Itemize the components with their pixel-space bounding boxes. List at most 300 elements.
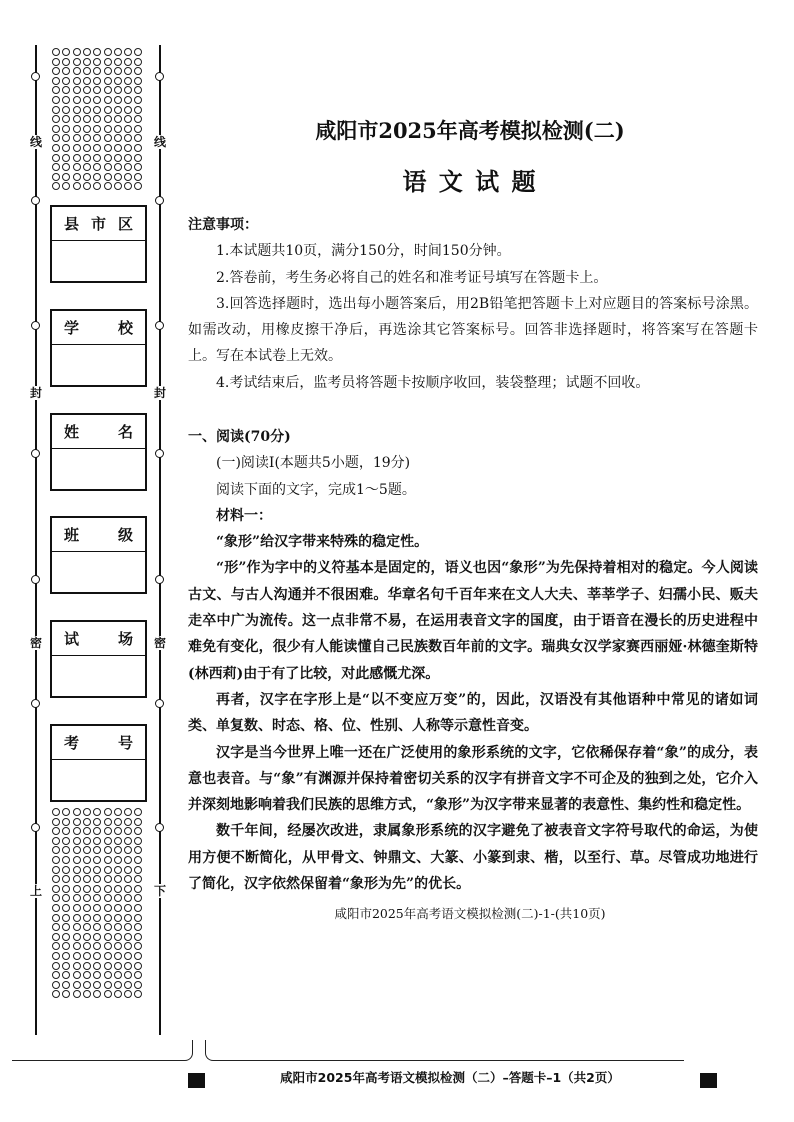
answer-bubble[interactable] <box>124 106 132 114</box>
answer-bubble[interactable] <box>114 67 122 75</box>
answer-bubble[interactable] <box>62 827 70 835</box>
answer-bubble[interactable] <box>114 885 122 893</box>
answer-bubble[interactable] <box>83 173 91 181</box>
answer-bubble[interactable] <box>93 115 101 123</box>
answer-bubble[interactable] <box>93 971 101 979</box>
answer-bubble[interactable] <box>93 182 101 190</box>
answer-bubble[interactable] <box>134 96 142 104</box>
answer-bubble[interactable] <box>114 58 122 66</box>
answer-bubble[interactable] <box>73 904 81 912</box>
answer-bubble[interactable] <box>83 856 91 864</box>
answer-bubble[interactable] <box>104 981 112 989</box>
answer-bubble[interactable] <box>73 86 81 94</box>
answer-bubble[interactable] <box>73 837 81 845</box>
answer-bubble[interactable] <box>83 971 91 979</box>
answer-bubble[interactable] <box>93 885 101 893</box>
answer-bubble[interactable] <box>134 134 142 142</box>
answer-bubble[interactable] <box>73 875 81 883</box>
answer-bubble[interactable] <box>134 48 142 56</box>
answer-bubble[interactable] <box>62 77 70 85</box>
answer-bubble[interactable] <box>104 875 112 883</box>
answer-bubble[interactable] <box>73 144 81 152</box>
answer-bubble[interactable] <box>114 125 122 133</box>
answer-bubble[interactable] <box>52 818 60 826</box>
answer-bubble[interactable] <box>134 106 142 114</box>
answer-bubble[interactable] <box>52 154 60 162</box>
answer-bubble[interactable] <box>134 182 142 190</box>
answer-bubble[interactable] <box>124 866 132 874</box>
answer-bubble[interactable] <box>62 144 70 152</box>
answer-bubble[interactable] <box>73 971 81 979</box>
answer-bubble[interactable] <box>73 77 81 85</box>
answer-bubble[interactable] <box>93 58 101 66</box>
answer-bubble[interactable] <box>114 182 122 190</box>
answer-bubble[interactable] <box>104 163 112 171</box>
answer-bubble[interactable] <box>104 67 112 75</box>
answer-bubble[interactable] <box>93 933 101 941</box>
answer-bubble[interactable] <box>73 846 81 854</box>
answer-bubble[interactable] <box>62 96 70 104</box>
answer-bubble[interactable] <box>62 154 70 162</box>
answer-bubble[interactable] <box>62 990 70 998</box>
answer-bubble[interactable] <box>134 952 142 960</box>
answer-bubble[interactable] <box>52 48 60 56</box>
answer-bubble[interactable] <box>134 923 142 931</box>
answer-bubble[interactable] <box>52 58 60 66</box>
answer-bubble[interactable] <box>93 808 101 816</box>
answer-bubble[interactable] <box>52 827 60 835</box>
answer-bubble[interactable] <box>93 914 101 922</box>
answer-bubble[interactable] <box>93 837 101 845</box>
answer-bubble[interactable] <box>124 173 132 181</box>
answer-bubble[interactable] <box>93 134 101 142</box>
answer-bubble[interactable] <box>124 981 132 989</box>
answer-bubble[interactable] <box>114 163 122 171</box>
answer-bubble[interactable] <box>124 875 132 883</box>
answer-bubble[interactable] <box>52 923 60 931</box>
answer-bubble[interactable] <box>52 885 60 893</box>
answer-bubble[interactable] <box>83 837 91 845</box>
answer-bubble[interactable] <box>93 173 101 181</box>
answer-bubble[interactable] <box>83 58 91 66</box>
answer-bubble[interactable] <box>134 866 142 874</box>
answer-bubble[interactable] <box>104 856 112 864</box>
answer-bubble[interactable] <box>62 846 70 854</box>
answer-bubble[interactable] <box>93 827 101 835</box>
answer-bubble[interactable] <box>114 77 122 85</box>
answer-bubble[interactable] <box>124 96 132 104</box>
answer-bubble[interactable] <box>73 182 81 190</box>
answer-bubble[interactable] <box>134 894 142 902</box>
answer-bubble[interactable] <box>83 163 91 171</box>
answer-bubble[interactable] <box>93 875 101 883</box>
answer-bubble[interactable] <box>52 134 60 142</box>
answer-bubble[interactable] <box>93 96 101 104</box>
answer-bubble[interactable] <box>62 894 70 902</box>
answer-bubble[interactable] <box>83 981 91 989</box>
answer-bubble[interactable] <box>83 67 91 75</box>
answer-bubble[interactable] <box>93 962 101 970</box>
answer-bubble[interactable] <box>52 990 60 998</box>
answer-bubble[interactable] <box>114 837 122 845</box>
exam-number-field[interactable] <box>52 760 145 800</box>
answer-bubble[interactable] <box>134 144 142 152</box>
answer-bubble[interactable] <box>93 818 101 826</box>
answer-bubble[interactable] <box>83 818 91 826</box>
answer-bubble[interactable] <box>134 808 142 816</box>
answer-bubble[interactable] <box>73 962 81 970</box>
answer-bubble[interactable] <box>124 808 132 816</box>
answer-bubble[interactable] <box>114 846 122 854</box>
answer-bubble[interactable] <box>52 952 60 960</box>
answer-bubble[interactable] <box>124 77 132 85</box>
answer-bubble[interactable] <box>124 144 132 152</box>
answer-bubble[interactable] <box>114 875 122 883</box>
answer-bubble[interactable] <box>52 971 60 979</box>
answer-bubble[interactable] <box>134 856 142 864</box>
answer-bubble[interactable] <box>124 115 132 123</box>
answer-bubble[interactable] <box>124 182 132 190</box>
answer-bubble[interactable] <box>52 125 60 133</box>
answer-bubble[interactable] <box>93 67 101 75</box>
answer-bubble[interactable] <box>62 125 70 133</box>
answer-bubble[interactable] <box>83 952 91 960</box>
answer-bubble[interactable] <box>73 96 81 104</box>
answer-bubble[interactable] <box>83 894 91 902</box>
answer-bubble[interactable] <box>52 962 60 970</box>
answer-bubble[interactable] <box>104 962 112 970</box>
answer-bubble[interactable] <box>73 885 81 893</box>
answer-bubble[interactable] <box>134 846 142 854</box>
answer-bubble[interactable] <box>73 48 81 56</box>
answer-bubble[interactable] <box>124 914 132 922</box>
county-field[interactable] <box>52 241 145 281</box>
answer-bubble[interactable] <box>114 856 122 864</box>
answer-bubble[interactable] <box>62 837 70 845</box>
answer-bubble[interactable] <box>114 808 122 816</box>
answer-bubble[interactable] <box>83 846 91 854</box>
answer-bubble[interactable] <box>114 923 122 931</box>
answer-bubble[interactable] <box>73 58 81 66</box>
answer-bubble[interactable] <box>104 48 112 56</box>
answer-bubble[interactable] <box>104 942 112 950</box>
answer-bubble[interactable] <box>62 981 70 989</box>
answer-bubble[interactable] <box>52 914 60 922</box>
answer-bubble[interactable] <box>73 134 81 142</box>
answer-bubble[interactable] <box>93 904 101 912</box>
answer-bubble[interactable] <box>52 144 60 152</box>
answer-bubble[interactable] <box>52 808 60 816</box>
answer-bubble[interactable] <box>104 866 112 874</box>
answer-bubble[interactable] <box>124 933 132 941</box>
answer-bubble[interactable] <box>93 952 101 960</box>
answer-bubble[interactable] <box>114 981 122 989</box>
answer-bubble[interactable] <box>62 875 70 883</box>
answer-bubble[interactable] <box>114 962 122 970</box>
answer-bubble[interactable] <box>104 86 112 94</box>
answer-bubble[interactable] <box>134 827 142 835</box>
answer-bubble[interactable] <box>52 942 60 950</box>
answer-bubble[interactable] <box>114 173 122 181</box>
answer-bubble[interactable] <box>124 48 132 56</box>
answer-bubble[interactable] <box>62 115 70 123</box>
answer-bubble[interactable] <box>83 942 91 950</box>
answer-bubble[interactable] <box>104 837 112 845</box>
answer-bubble[interactable] <box>124 894 132 902</box>
answer-bubble[interactable] <box>104 923 112 931</box>
answer-bubble[interactable] <box>124 952 132 960</box>
answer-bubble[interactable] <box>83 990 91 998</box>
answer-bubble[interactable] <box>83 125 91 133</box>
exam-room-field[interactable] <box>52 656 145 696</box>
answer-bubble[interactable] <box>62 952 70 960</box>
answer-bubble[interactable] <box>114 48 122 56</box>
answer-bubble[interactable] <box>73 173 81 181</box>
answer-bubble[interactable] <box>83 933 91 941</box>
answer-bubble[interactable] <box>62 962 70 970</box>
answer-bubble[interactable] <box>52 96 60 104</box>
answer-bubble[interactable] <box>93 125 101 133</box>
answer-bubble[interactable] <box>104 173 112 181</box>
answer-bubble[interactable] <box>93 894 101 902</box>
answer-bubble[interactable] <box>104 144 112 152</box>
answer-bubble[interactable] <box>104 96 112 104</box>
answer-bubble[interactable] <box>73 115 81 123</box>
answer-bubble[interactable] <box>104 77 112 85</box>
answer-bubble[interactable] <box>134 971 142 979</box>
answer-bubble[interactable] <box>104 154 112 162</box>
answer-bubble[interactable] <box>124 904 132 912</box>
answer-bubble[interactable] <box>73 866 81 874</box>
answer-bubble[interactable] <box>114 144 122 152</box>
answer-bubble[interactable] <box>134 115 142 123</box>
class-field[interactable] <box>52 552 145 592</box>
answer-bubble[interactable] <box>73 952 81 960</box>
answer-bubble[interactable] <box>93 846 101 854</box>
answer-bubble[interactable] <box>104 971 112 979</box>
answer-bubble[interactable] <box>83 827 91 835</box>
answer-bubble[interactable] <box>73 990 81 998</box>
answer-bubble[interactable] <box>114 952 122 960</box>
answer-bubble[interactable] <box>52 894 60 902</box>
answer-bubble[interactable] <box>93 77 101 85</box>
answer-bubble[interactable] <box>134 904 142 912</box>
answer-bubble[interactable] <box>73 818 81 826</box>
answer-bubble[interactable] <box>124 856 132 864</box>
answer-bubble[interactable] <box>134 990 142 998</box>
answer-bubble[interactable] <box>124 818 132 826</box>
answer-bubble[interactable] <box>93 48 101 56</box>
answer-bubble[interactable] <box>134 933 142 941</box>
answer-bubble[interactable] <box>83 904 91 912</box>
answer-bubble[interactable] <box>62 818 70 826</box>
answer-bubble[interactable] <box>73 808 81 816</box>
answer-bubble[interactable] <box>73 914 81 922</box>
answer-bubble[interactable] <box>104 818 112 826</box>
answer-bubble[interactable] <box>83 808 91 816</box>
answer-bubble[interactable] <box>104 182 112 190</box>
answer-bubble[interactable] <box>124 885 132 893</box>
answer-bubble[interactable] <box>114 106 122 114</box>
answer-bubble[interactable] <box>104 846 112 854</box>
answer-bubble[interactable] <box>62 923 70 931</box>
answer-bubble[interactable] <box>83 914 91 922</box>
answer-bubble[interactable] <box>62 971 70 979</box>
answer-bubble[interactable] <box>52 837 60 845</box>
answer-bubble[interactable] <box>124 67 132 75</box>
answer-bubble[interactable] <box>52 115 60 123</box>
answer-bubble[interactable] <box>52 904 60 912</box>
answer-bubble[interactable] <box>73 125 81 133</box>
answer-bubble[interactable] <box>93 163 101 171</box>
answer-bubble[interactable] <box>62 48 70 56</box>
answer-bubble[interactable] <box>62 67 70 75</box>
answer-bubble[interactable] <box>83 134 91 142</box>
answer-bubble[interactable] <box>134 885 142 893</box>
answer-bubble[interactable] <box>124 837 132 845</box>
answer-bubble[interactable] <box>104 894 112 902</box>
answer-bubble[interactable] <box>93 990 101 998</box>
answer-bubble[interactable] <box>124 971 132 979</box>
answer-bubble[interactable] <box>62 933 70 941</box>
answer-bubble[interactable] <box>52 875 60 883</box>
answer-bubble[interactable] <box>104 106 112 114</box>
answer-bubble[interactable] <box>52 67 60 75</box>
answer-bubble[interactable] <box>134 58 142 66</box>
answer-bubble[interactable] <box>73 894 81 902</box>
answer-bubble[interactable] <box>134 163 142 171</box>
answer-bubble[interactable] <box>52 173 60 181</box>
answer-bubble[interactable] <box>52 182 60 190</box>
answer-bubble[interactable] <box>62 866 70 874</box>
answer-bubble[interactable] <box>104 933 112 941</box>
answer-bubble[interactable] <box>134 981 142 989</box>
answer-bubble[interactable] <box>83 923 91 931</box>
answer-bubble[interactable] <box>114 154 122 162</box>
answer-bubble[interactable] <box>114 904 122 912</box>
answer-bubble[interactable] <box>104 134 112 142</box>
answer-bubble[interactable] <box>114 942 122 950</box>
answer-bubble[interactable] <box>62 182 70 190</box>
answer-bubble[interactable] <box>83 182 91 190</box>
answer-bubble[interactable] <box>124 86 132 94</box>
answer-bubble[interactable] <box>124 154 132 162</box>
answer-bubble[interactable] <box>62 914 70 922</box>
answer-bubble[interactable] <box>62 163 70 171</box>
name-field[interactable] <box>52 449 145 489</box>
answer-bubble[interactable] <box>52 86 60 94</box>
answer-bubble[interactable] <box>124 827 132 835</box>
answer-bubble[interactable] <box>124 134 132 142</box>
answer-bubble[interactable] <box>52 106 60 114</box>
answer-bubble[interactable] <box>93 923 101 931</box>
answer-bubble[interactable] <box>83 154 91 162</box>
answer-bubble[interactable] <box>93 981 101 989</box>
answer-bubble[interactable] <box>134 67 142 75</box>
answer-bubble[interactable] <box>114 866 122 874</box>
answer-bubble[interactable] <box>62 942 70 950</box>
answer-bubble[interactable] <box>124 163 132 171</box>
answer-bubble[interactable] <box>114 894 122 902</box>
answer-bubble[interactable] <box>114 115 122 123</box>
answer-bubble[interactable] <box>93 86 101 94</box>
answer-bubble[interactable] <box>73 106 81 114</box>
answer-bubble[interactable] <box>114 827 122 835</box>
answer-bubble[interactable] <box>52 856 60 864</box>
answer-bubble[interactable] <box>124 923 132 931</box>
answer-bubble[interactable] <box>134 77 142 85</box>
answer-bubble[interactable] <box>62 173 70 181</box>
answer-bubble[interactable] <box>83 96 91 104</box>
answer-bubble[interactable] <box>73 923 81 931</box>
answer-bubble[interactable] <box>83 144 91 152</box>
answer-bubble[interactable] <box>93 154 101 162</box>
answer-bubble[interactable] <box>83 875 91 883</box>
answer-bubble[interactable] <box>134 154 142 162</box>
answer-bubble[interactable] <box>114 914 122 922</box>
answer-bubble[interactable] <box>52 981 60 989</box>
answer-bubble[interactable] <box>104 990 112 998</box>
answer-bubble[interactable] <box>124 962 132 970</box>
answer-bubble[interactable] <box>134 962 142 970</box>
answer-bubble[interactable] <box>93 106 101 114</box>
answer-bubble[interactable] <box>114 96 122 104</box>
answer-bubble[interactable] <box>134 86 142 94</box>
answer-bubble[interactable] <box>124 125 132 133</box>
school-field[interactable] <box>52 345 145 385</box>
answer-bubble[interactable] <box>83 86 91 94</box>
answer-bubble[interactable] <box>62 86 70 94</box>
answer-bubble[interactable] <box>52 866 60 874</box>
answer-bubble[interactable] <box>134 125 142 133</box>
answer-bubble[interactable] <box>93 144 101 152</box>
answer-bubble[interactable] <box>62 58 70 66</box>
answer-bubble[interactable] <box>73 856 81 864</box>
answer-bubble[interactable] <box>73 981 81 989</box>
answer-bubble[interactable] <box>104 885 112 893</box>
answer-bubble[interactable] <box>124 58 132 66</box>
answer-bubble[interactable] <box>62 808 70 816</box>
answer-bubble[interactable] <box>62 134 70 142</box>
answer-bubble[interactable] <box>124 990 132 998</box>
answer-bubble[interactable] <box>52 77 60 85</box>
answer-bubble[interactable] <box>73 154 81 162</box>
answer-bubble[interactable] <box>83 106 91 114</box>
answer-bubble[interactable] <box>134 914 142 922</box>
answer-bubble[interactable] <box>73 942 81 950</box>
answer-bubble[interactable] <box>62 904 70 912</box>
answer-bubble[interactable] <box>134 875 142 883</box>
answer-bubble[interactable] <box>104 808 112 816</box>
answer-bubble[interactable] <box>104 58 112 66</box>
answer-bubble[interactable] <box>134 818 142 826</box>
answer-bubble[interactable] <box>114 818 122 826</box>
answer-bubble[interactable] <box>134 173 142 181</box>
answer-bubble[interactable] <box>124 846 132 854</box>
answer-bubble[interactable] <box>104 115 112 123</box>
answer-bubble[interactable] <box>62 885 70 893</box>
answer-bubble[interactable] <box>52 846 60 854</box>
answer-bubble[interactable] <box>104 952 112 960</box>
answer-bubble[interactable] <box>114 86 122 94</box>
answer-bubble[interactable] <box>73 67 81 75</box>
answer-bubble[interactable] <box>114 990 122 998</box>
answer-bubble[interactable] <box>93 942 101 950</box>
answer-bubble[interactable] <box>62 856 70 864</box>
answer-bubble[interactable] <box>62 106 70 114</box>
answer-bubble[interactable] <box>73 933 81 941</box>
answer-bubble[interactable] <box>114 134 122 142</box>
